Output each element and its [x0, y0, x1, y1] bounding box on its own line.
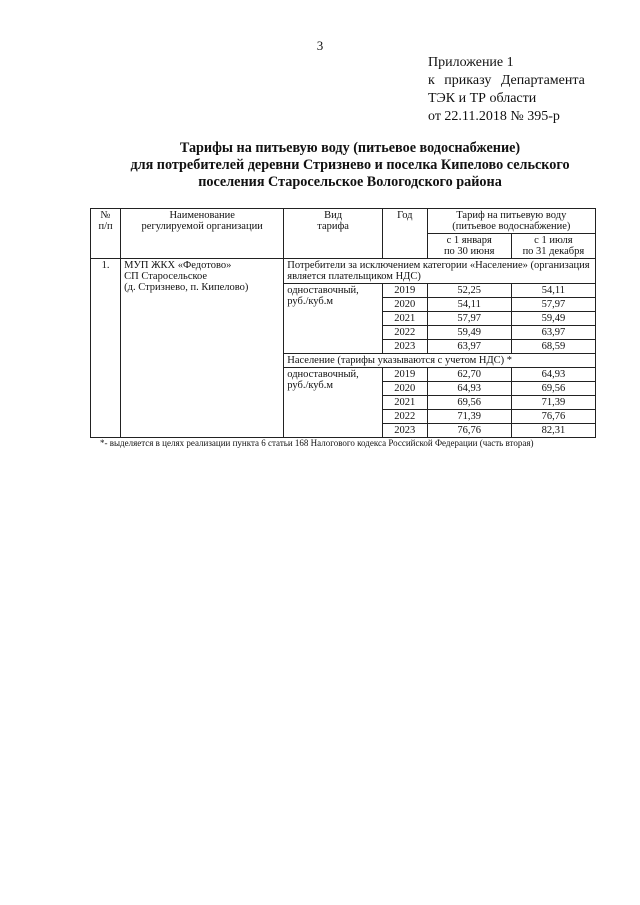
year-cell: 2022: [382, 410, 427, 424]
header-org: Наименование регулируемой организации: [121, 209, 284, 259]
year-cell: 2023: [382, 340, 427, 354]
group1-tariff-type: одноставочный, руб./куб.м: [284, 284, 383, 354]
year-cell: 2019: [382, 284, 427, 298]
value-h1: 57,97: [427, 312, 511, 326]
year-cell: 2021: [382, 396, 427, 410]
value-h2: 64,93: [511, 368, 595, 382]
value-h1: 63,97: [427, 340, 511, 354]
footnote: *- выделяется в целях реализации пункта 6 статьи 168 Налогового кодекса Российской Федерации (часть вторая): [100, 438, 534, 448]
annex-line-3: ТЭК и ТР области: [428, 91, 537, 106]
value-h2: 82,31: [511, 424, 595, 438]
organization-cell: МУП ЖКХ «Федотово» СП Старосельское (д. Стризнево, п. Кипелово): [121, 259, 284, 438]
year-cell: 2023: [382, 424, 427, 438]
value-h1: 59,49: [427, 326, 511, 340]
value-h2: 69,56: [511, 382, 595, 396]
value-h1: 71,39: [427, 410, 511, 424]
value-h1: 69,56: [427, 396, 511, 410]
value-h2: 57,97: [511, 298, 595, 312]
header-type: Вид тарифа: [284, 209, 383, 259]
title-line-2: для потребителей деревни Стризнево и поселка Кипелово сельского: [130, 157, 570, 173]
value-h2: 59,49: [511, 312, 595, 326]
page-number: 3: [316, 38, 324, 53]
group2-label: Население (тарифы указываются с учетом НДС) *: [284, 354, 596, 368]
row-number: 1.: [91, 259, 121, 438]
value-h1: 52,25: [427, 284, 511, 298]
group2-tariff-type: одноставочный, руб./куб.м: [284, 368, 383, 438]
value-h2: 63,97: [511, 326, 595, 340]
value-h2: 54,11: [511, 284, 595, 298]
year-cell: 2022: [382, 326, 427, 340]
header-year: Год: [382, 209, 427, 259]
year-cell: 2020: [382, 298, 427, 312]
annex-line-2: к приказу Департамента: [428, 73, 585, 88]
year-cell: 2021: [382, 312, 427, 326]
annex-block: [428, 54, 585, 126]
header-tariff: Тариф на питьевую воду (питьевое водоснабжение): [427, 209, 595, 234]
value-h1: 76,76: [427, 424, 511, 438]
title-line-1: Тарифы на питьевую воду (питьевое водоснабжение): [179, 140, 521, 156]
header-period-1: с 1 января по 30 июня: [427, 234, 511, 259]
year-cell: 2019: [382, 368, 427, 382]
year-cell: 2020: [382, 382, 427, 396]
annex-line-1: Приложение 1: [428, 55, 514, 70]
header-num: № п/п: [91, 209, 121, 259]
annex-line-4: от 22.11.2018 № 395-р: [428, 109, 560, 124]
group1-label: Потребители за исключением категории «Население» (организация является плательщиком НДС): [284, 259, 596, 284]
tariff-table: [90, 208, 596, 438]
header-row-1: [91, 209, 596, 234]
title-line-3: поселения Старосельское Вологодского района: [198, 174, 502, 190]
value-h2: 76,76: [511, 410, 595, 424]
document-title: [60, 140, 640, 191]
value-h2: 71,39: [511, 396, 595, 410]
group1-label-row: [91, 259, 596, 284]
header-period-2: с 1 июля по 31 декабря: [511, 234, 595, 259]
value-h1: 64,93: [427, 382, 511, 396]
value-h1: 54,11: [427, 298, 511, 312]
value-h1: 62,70: [427, 368, 511, 382]
value-h2: 68,59: [511, 340, 595, 354]
